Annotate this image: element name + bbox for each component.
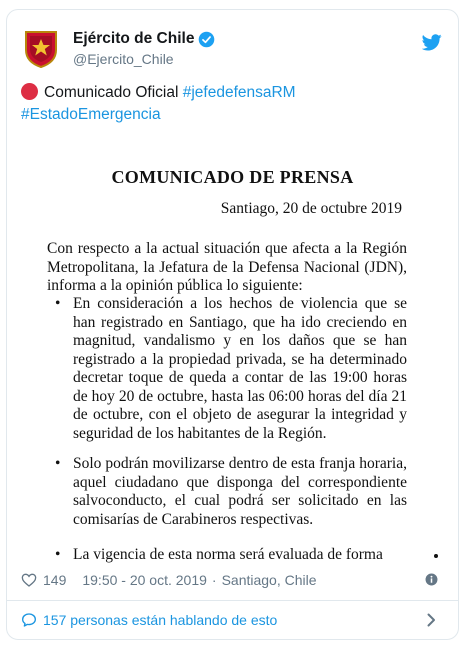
document-title: COMUNICADO DE PRENSA	[111, 167, 354, 187]
account-names	[73, 30, 215, 67]
twitter-bird-icon[interactable]	[422, 34, 442, 51]
divider	[7, 600, 458, 601]
display-name[interactable]: Ejército de Chile	[73, 30, 195, 47]
document-bullet	[57, 455, 407, 529]
chevron-right-icon[interactable]	[427, 613, 436, 627]
tweet-text-prefix: Comunicado Oficial	[44, 84, 179, 101]
conversation-label[interactable]: 157 personas están hablando de esto	[43, 612, 278, 628]
tweet-location[interactable]: Santiago, Chile	[221, 572, 317, 588]
tweet-header	[21, 28, 444, 74]
bullet-marker: •	[55, 295, 61, 312]
heart-icon[interactable]	[21, 572, 37, 588]
document-date: Santiago, 20 de octubre 2019	[220, 200, 402, 217]
tweet-text	[21, 82, 441, 126]
hashtag-link[interactable]: #jefedefensaRM	[182, 84, 296, 101]
verified-badge-icon	[198, 31, 215, 48]
press-release-image[interactable]	[7, 150, 458, 565]
hashtag-link[interactable]: #EstadoEmergencia	[21, 106, 161, 123]
scan-speck	[434, 554, 438, 558]
account-handle[interactable]: @Ejercito_Chile	[73, 51, 174, 67]
conversation-link[interactable]	[21, 609, 444, 631]
meta-separator: ·	[211, 572, 217, 588]
bullet-text: La vigencia de esta norma será evaluada de forma	[73, 546, 383, 563]
info-icon[interactable]	[425, 573, 438, 586]
bullet-marker: •	[55, 455, 61, 472]
document-intro: Con respecto a la actual situación que afecta a la Región Metropolitana, la Jefatura de la Defensa Nacional (JDN), informa a la opinión pública lo siguiente:	[47, 240, 407, 294]
bullet-text: En consideración a los hechos de violencia que se han registrado en Santiago, que ha ido creciendo en magnitud, vandalismo y en los daños que se han registrado a la propiedad privada, se ha determinado decretar toque de queda a contar de las 19:00 horas de hoy 20 de octubre, hasta las 06:00 horas del día 21 de octubre, con el objeto de asegurar la integridad y seguridad de los habitantes de la Región.	[73, 295, 407, 442]
army-shield-avatar-icon[interactable]	[23, 28, 59, 68]
like-count[interactable]: 149	[43, 572, 67, 588]
speech-bubble-icon	[21, 612, 37, 628]
red-circle-emoji-icon	[21, 83, 38, 100]
bullet-text: Solo podrán movilizarse dentro de esta franja horaria, aquel ciudadano que disponga del correspondiente salvoconducto, el cual podrá ser solicitado en las comisarías de Carabineros respectivas.	[73, 455, 407, 528]
bullet-marker: •	[55, 546, 61, 563]
tweet-meta	[21, 570, 444, 590]
document-bullet	[57, 546, 407, 565]
document-bullet	[57, 295, 407, 443]
tweet-card	[6, 9, 459, 640]
tweet-timestamp[interactable]: 19:50 - 20 oct. 2019	[82, 572, 207, 588]
